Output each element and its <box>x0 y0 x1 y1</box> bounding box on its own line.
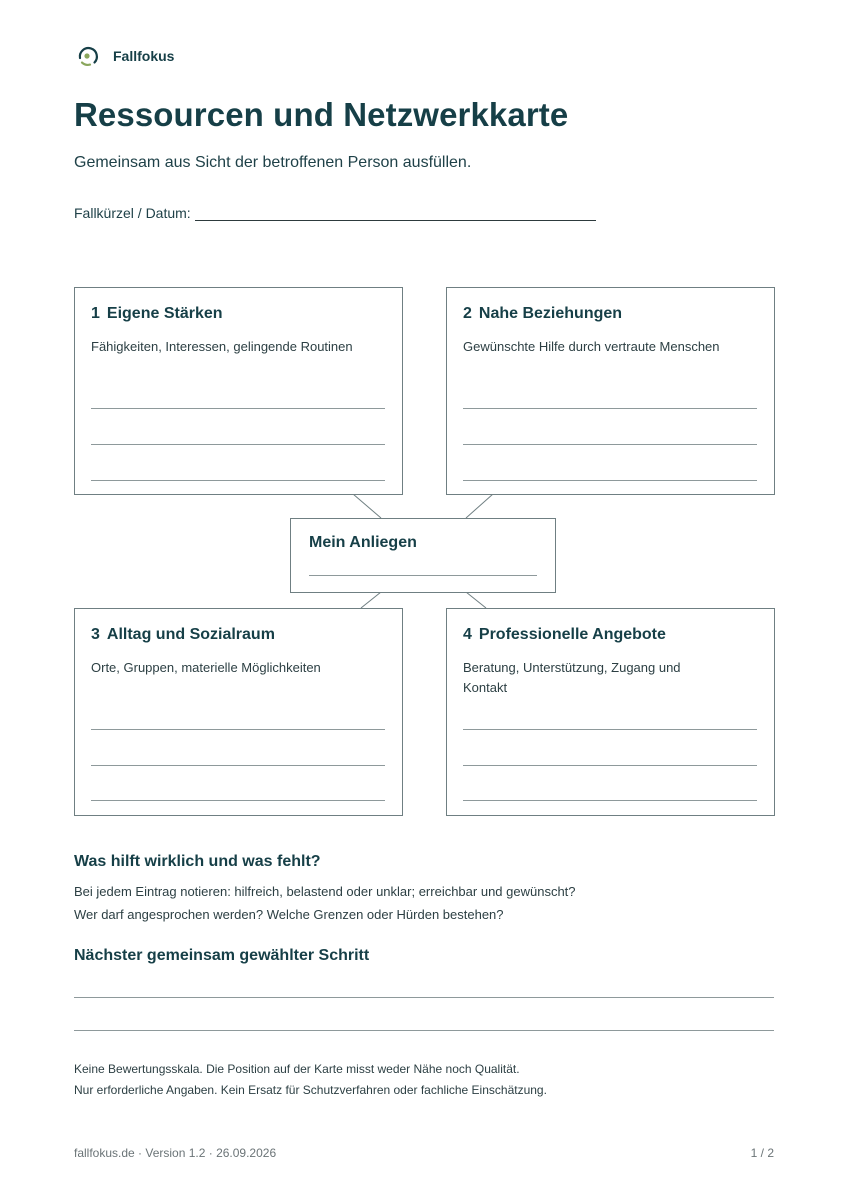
help-line: Bei jedem Eintrag notieren: hilfreich, belastend oder unklar; erreichbar und gewünscht? <box>74 884 576 899</box>
card-description: Fähigkeiten, Interessen, gelingende Routinen <box>91 339 353 354</box>
case-label: Fallkürzel / Datum: <box>74 205 191 221</box>
notes <box>74 1059 547 1101</box>
card-eigene-staerken <box>74 287 403 495</box>
section-next-heading: Nächster gemeinsam gewählter Schritt <box>74 947 370 964</box>
writing-line[interactable] <box>74 1030 774 1031</box>
note-line: Nur erforderliche Angaben. Kein Ersatz für Schutzverfahren oder fachliche Einschätzung. <box>74 1083 547 1097</box>
card-description: Orte, Gruppen, materielle Möglichkeiten <box>91 660 321 675</box>
card-professionelle-angebote <box>446 608 775 816</box>
brand-name: Fallfokus <box>113 48 175 64</box>
writing-line[interactable] <box>463 765 757 766</box>
center-title: Mein Anliegen <box>309 534 417 551</box>
page-number: 1 / 2 <box>750 1146 774 1160</box>
writing-line[interactable] <box>91 480 385 481</box>
card-nahe-beziehungen <box>446 287 775 495</box>
writing-line[interactable] <box>309 575 537 576</box>
card-title: 4 Professionelle Angebote <box>463 626 666 643</box>
center-mein-anliegen <box>290 518 556 593</box>
writing-line[interactable] <box>463 444 757 445</box>
writing-line[interactable] <box>74 997 774 998</box>
section-help-heading: Was hilft wirklich und was fehlt? <box>74 853 321 870</box>
writing-line[interactable] <box>91 444 385 445</box>
writing-line[interactable] <box>91 800 385 801</box>
connector-line <box>353 494 381 518</box>
writing-line[interactable] <box>463 800 757 801</box>
writing-line[interactable] <box>91 729 385 730</box>
card-title: 3 Alltag und Sozialraum <box>91 626 275 643</box>
card-title: 2 Nahe Beziehungen <box>463 305 623 322</box>
writing-line[interactable] <box>91 765 385 766</box>
card-title: 1 Eigene Stärken <box>91 305 223 322</box>
help-line: Wer darf angesprochen werden? Welche Grenzen oder Hürden bestehen? <box>74 907 504 922</box>
connector-line <box>466 592 486 608</box>
note-line: Keine Bewertungsskala. Die Position auf der Karte misst weder Nähe noch Qualität. <box>74 1062 520 1076</box>
card-alltag-sozialraum <box>74 608 403 816</box>
section-help-text <box>74 880 576 926</box>
writing-line[interactable] <box>91 408 385 409</box>
card-description: Beratung, Unterstützung, Zugang und Kontakt <box>463 660 681 695</box>
page-subtitle: Gemeinsam aus Sicht der betroffenen Person ausfüllen. <box>74 154 472 171</box>
footer-info: fallfokus.de · Version 1.2 · 26.09.2026 <box>74 1146 277 1160</box>
page-title: Ressourcen und Netzwerkkarte <box>74 96 569 133</box>
writing-line[interactable] <box>463 729 757 730</box>
connector-line <box>466 494 493 518</box>
writing-line[interactable] <box>463 480 757 481</box>
connector-line <box>361 592 381 608</box>
writing-line[interactable] <box>463 408 757 409</box>
card-description: Gewünschte Hilfe durch vertraute Menschen <box>463 339 720 354</box>
